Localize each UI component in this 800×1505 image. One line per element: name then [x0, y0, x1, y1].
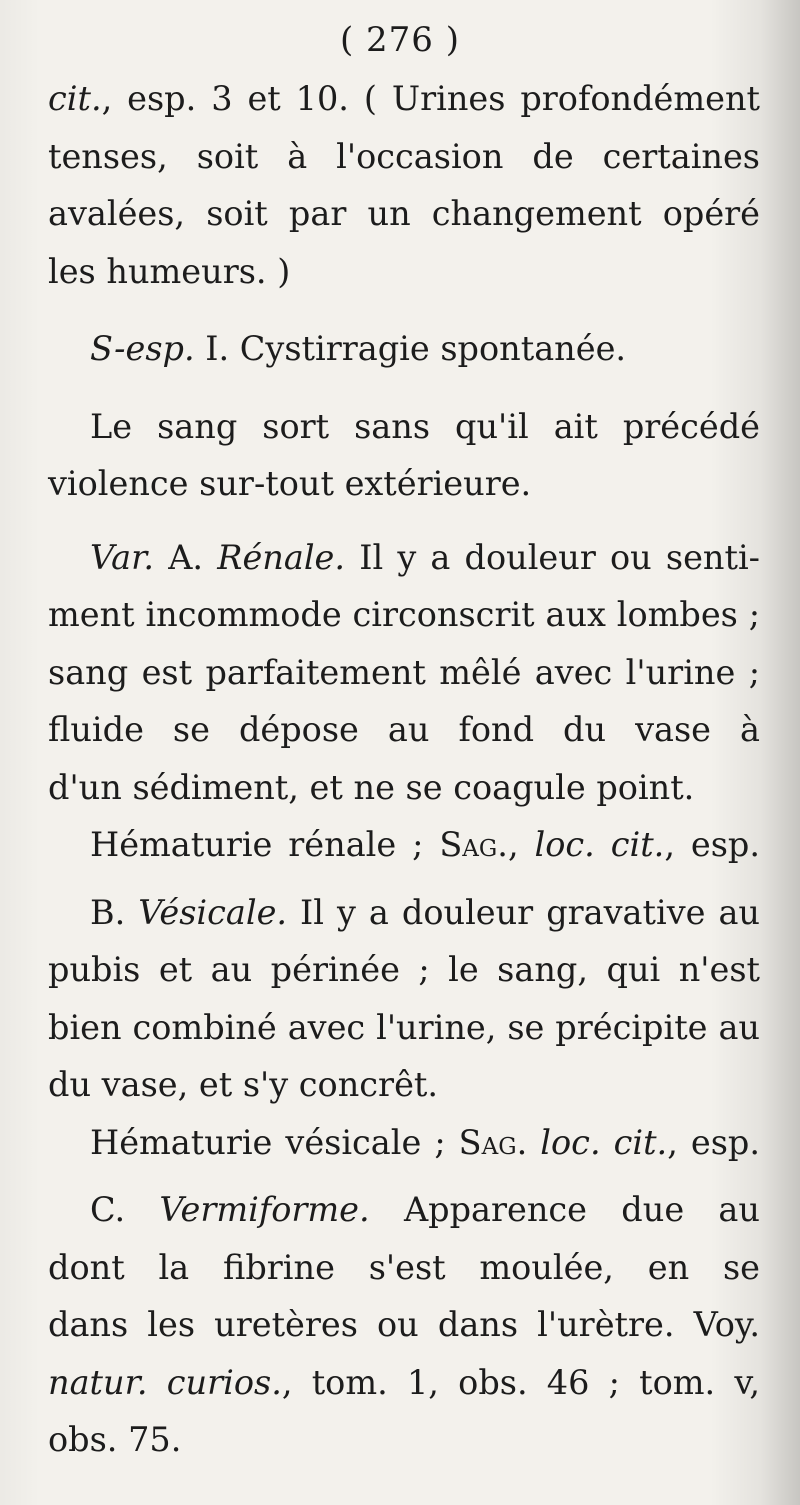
text-line-segment: C.	[90, 1190, 160, 1229]
text-line-segment: B.	[90, 892, 139, 932]
text-line-italic: cit.	[48, 79, 102, 118]
text-line-segment: , esp. 3 et 10. ( Urines profondément	[101, 79, 760, 118]
text-line-segment: du vase, et s'y concrêt.	[48, 1065, 439, 1104]
text-line-segment: ment incommode circonscrit aux lombes ;	[48, 595, 760, 634]
text-line-segment: Apparence due au	[403, 1190, 760, 1229]
page-number: ( 276 )	[339, 20, 461, 60]
text-line	[48, 644, 760, 702]
text-line-segment: les humeurs. )	[48, 251, 291, 291]
text-line-segment: pubis et au périnée ; le sang, qui n'est	[48, 950, 760, 989]
text-line	[48, 999, 760, 1057]
variety-heading	[48, 529, 760, 587]
text-line-segment: A.	[154, 537, 218, 577]
text-line-segment: Il y a douleur ou senti-	[345, 537, 760, 577]
text-line	[48, 185, 760, 243]
text-line	[48, 759, 760, 817]
text-line	[48, 1056, 760, 1114]
text-line-segment: obs. 75.	[48, 1420, 182, 1459]
variety-heading	[48, 1181, 760, 1239]
text-line-segment: Hématurie rénale ;	[90, 825, 440, 864]
text-line-segment: , esp.	[664, 825, 760, 864]
page-text	[48, 70, 760, 1469]
variety-heading	[48, 884, 760, 942]
text-line-segment: Il y a douleur gravative au	[287, 892, 760, 932]
text-line	[48, 455, 760, 513]
text-line-segment: d'un sédiment, et ne se coagule point.	[48, 767, 695, 807]
author-abbrev: Sag.	[458, 1122, 528, 1162]
text-line	[48, 701, 760, 759]
text-line-segment: , esp.	[667, 1122, 760, 1162]
text-line	[48, 1239, 760, 1297]
text-line-segment: dans les uretères ou dans l'urètre. Voy.	[48, 1305, 760, 1344]
text-line-italic: loc. cit.	[540, 1122, 668, 1162]
author-abbrev: Sag.	[439, 825, 508, 864]
text-line	[48, 941, 760, 999]
text-line	[48, 586, 760, 644]
text-line-segment: fluide se dépose au fond du vase à	[48, 710, 760, 749]
section-heading	[48, 320, 760, 378]
text-line	[48, 1411, 760, 1469]
section-heading-italic: S-esp.	[90, 329, 195, 368]
section-heading-text: I. Cystirragie spontanée.	[194, 329, 627, 368]
text-line-segment: Hématurie vésicale ;	[90, 1122, 459, 1162]
text-line	[48, 1354, 760, 1412]
text-line	[48, 1296, 760, 1354]
text-line-italic: Rénale.	[217, 537, 346, 577]
text-line-segment: violence sur-tout extérieure.	[48, 464, 532, 503]
text-line	[48, 128, 760, 186]
text-line-italic: Vésicale.	[138, 892, 288, 932]
text-line-italic: Vermiforme.	[159, 1190, 370, 1229]
text-line-segment: dont la fibrine s'est moulée, en se	[48, 1247, 760, 1287]
synonym-line	[48, 816, 760, 874]
text-line-italic: Var.	[90, 537, 155, 577]
text-line-segment: avalées, soit par un changement opéré	[48, 194, 760, 233]
synonym-line	[48, 1114, 760, 1172]
text-line-segment	[527, 1123, 540, 1162]
text-line-segment: ,	[507, 825, 535, 864]
text-line-italic: loc. cit.	[534, 825, 665, 864]
text-line-segment: bien combiné avec l'urine, se précipite au	[48, 1007, 760, 1047]
text-line-segment: , tom. 1, obs. 46 ; tom. v,	[281, 1362, 760, 1402]
text-line	[48, 243, 760, 301]
text-line	[48, 398, 760, 456]
text-line-segment: tenses, soit à l'occasion de certaines	[48, 136, 760, 176]
text-line	[48, 70, 760, 128]
text-line-italic: natur. curios.	[48, 1362, 282, 1402]
text-line-segment: sang est parfaitement mêlé avec l'urine ;	[48, 652, 760, 692]
text-line-segment: Le sang sort sans qu'il ait précédé	[90, 406, 760, 446]
